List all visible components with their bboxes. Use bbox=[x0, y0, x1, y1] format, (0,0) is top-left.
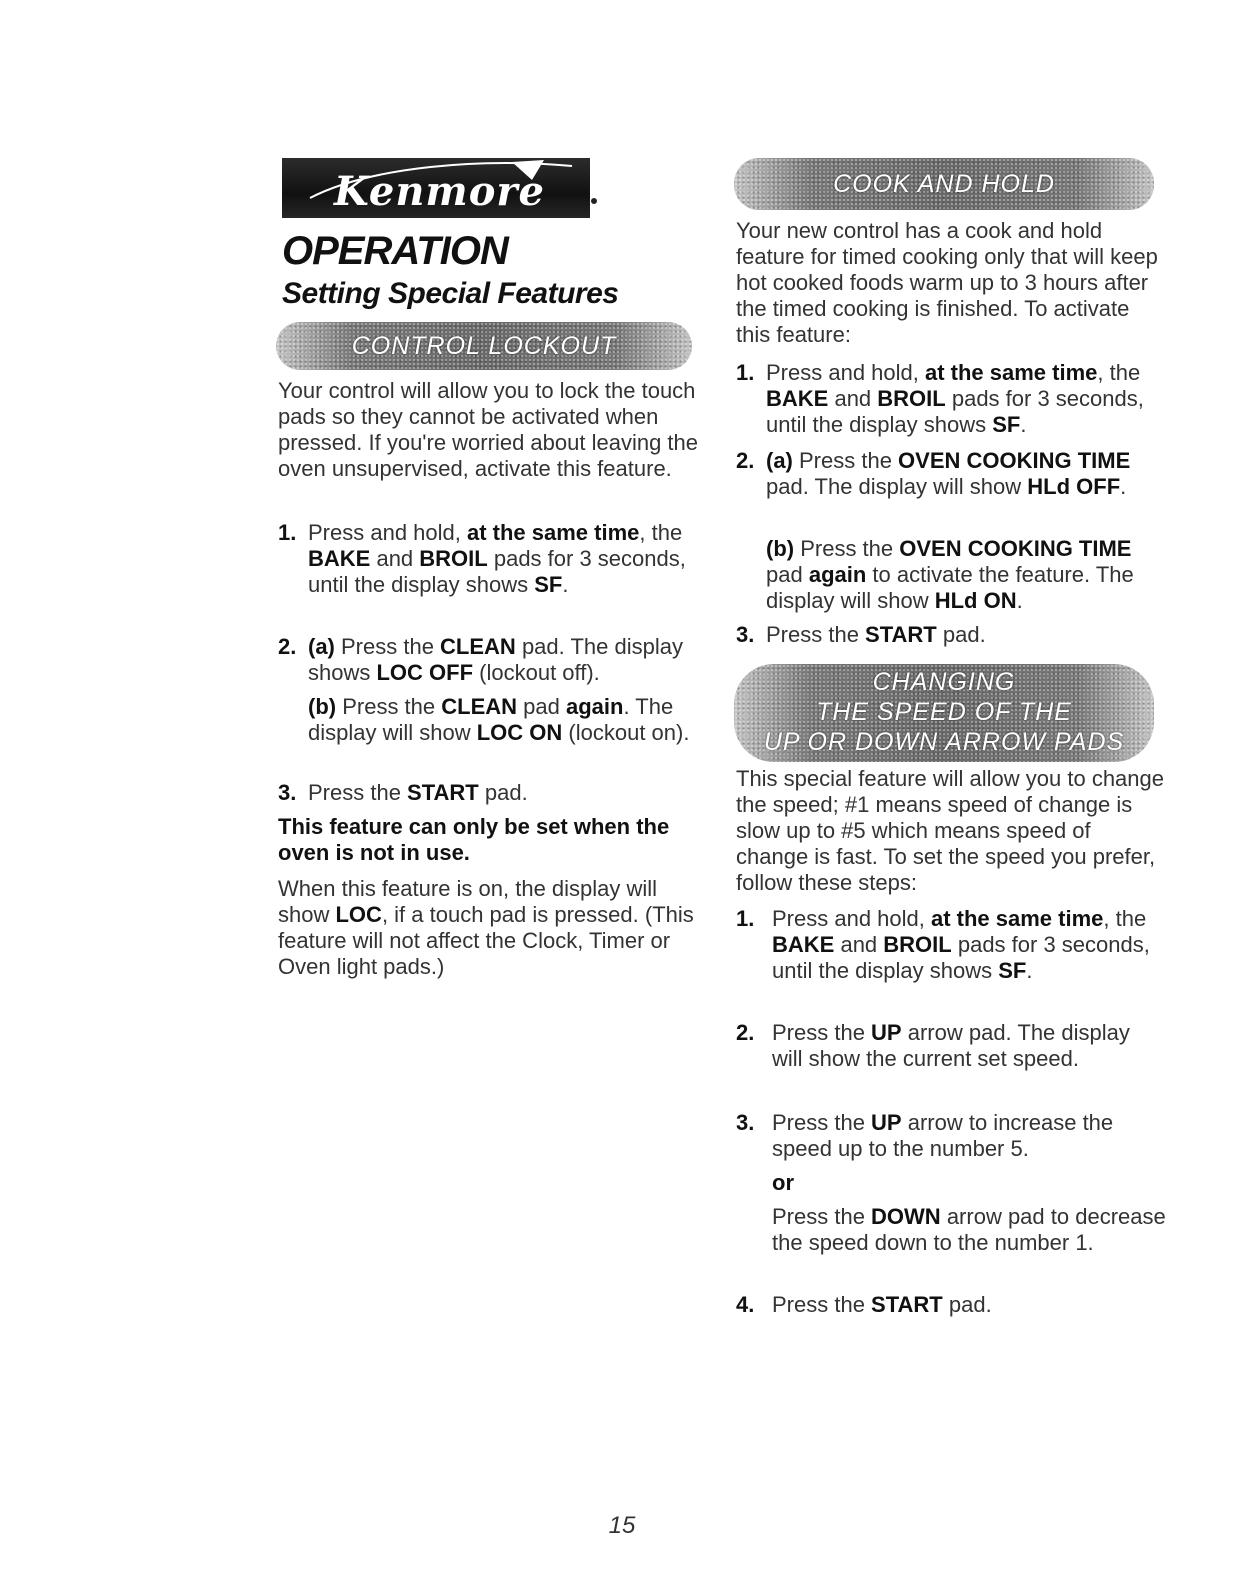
lockout-note: This feature can only be set when the oven is not in use. bbox=[278, 814, 670, 865]
speed-step-4: 4. Press the START pad. bbox=[736, 1292, 992, 1317]
lockout-step-3: 3. Press the START pad. bbox=[278, 780, 528, 805]
page-subtitle: Setting Special Features bbox=[282, 277, 619, 310]
lockout-step-2a: 2. (a) Press the CLEAN pad. The display shows LOC OFF (lockout off). bbox=[278, 634, 683, 685]
lockout-step-1: 1. Press and hold, at the same time, the BAKE and BROIL pads for 3 seconds, until the display shows SF. bbox=[278, 520, 686, 597]
speed-step-3: 3. Press the UP arrow to increase the speed up to the number 5. bbox=[736, 1110, 1114, 1161]
logo-trademark-dot bbox=[591, 198, 597, 204]
kenmore-logo bbox=[282, 158, 590, 218]
speed-step-1: 1. Press and hold, at the same time, the BAKE and BROIL pads for 3 seconds, until the display shows SF. bbox=[736, 906, 1150, 983]
speed-step-3-alt: Press the DOWN arrow pad to decrease the speed down to the number 1. bbox=[772, 1204, 1166, 1255]
cook-hold-step-2a: 2. (a) Press the OVEN COOKING TIME pad. The display will show HLd OFF. bbox=[736, 448, 1131, 499]
cook-hold-step-3: 3. Press the START pad. bbox=[736, 622, 986, 647]
page-title: OPERATION bbox=[282, 229, 508, 273]
arrow-speed-header: CHANGING THE SPEED OF THE UP OR DOWN ARROW PADS bbox=[734, 664, 1154, 762]
page-number: 15 bbox=[608, 1512, 636, 1539]
speed-intro: This special feature will allow you to change the speed; #1 means speed of change is slow up to #5 which means speed of change is fast. To set the speed you prefer, follow these steps: bbox=[736, 766, 1165, 895]
cook-hold-step-1: 1. Press and hold, at the same time, the BAKE and BROIL pads for 3 seconds, until the display shows SF. bbox=[736, 360, 1144, 437]
lockout-after: When this feature is on, the display will show LOC, if a touch pad is pressed. (This feature will not affect the Clock, Timer or Oven light pads.) bbox=[278, 876, 694, 979]
speed-step-2: 2. Press the UP arrow pad. The display will show the current set speed. bbox=[736, 1020, 1130, 1071]
cook-hold-intro: Your new control has a cook and hold feature for timed cooking only that will keep hot cooked foods warm up to 3 hours after the timed cooking is finished. To activate this feature: bbox=[736, 218, 1158, 347]
lockout-step-2b: (b) Press the CLEAN pad again. The display will show LOC ON (lockout on). bbox=[308, 694, 690, 745]
control-lockout-header: CONTROL LOCKOUT bbox=[276, 322, 692, 370]
cook-and-hold-header: COOK AND HOLD bbox=[734, 158, 1154, 210]
logo-wordmark: Kenmore bbox=[334, 168, 545, 215]
cook-hold-step-2b: (b) Press the OVEN COOKING TIME pad again to activate the feature. The display will show HLd ON. bbox=[766, 536, 1134, 613]
speed-step-3-or: or bbox=[772, 1170, 794, 1195]
lockout-intro: Your control will allow you to lock the touch pads so they cannot be activated when pressed. If you're worried about leaving the oven unsupervised, activate this feature. bbox=[278, 378, 698, 481]
